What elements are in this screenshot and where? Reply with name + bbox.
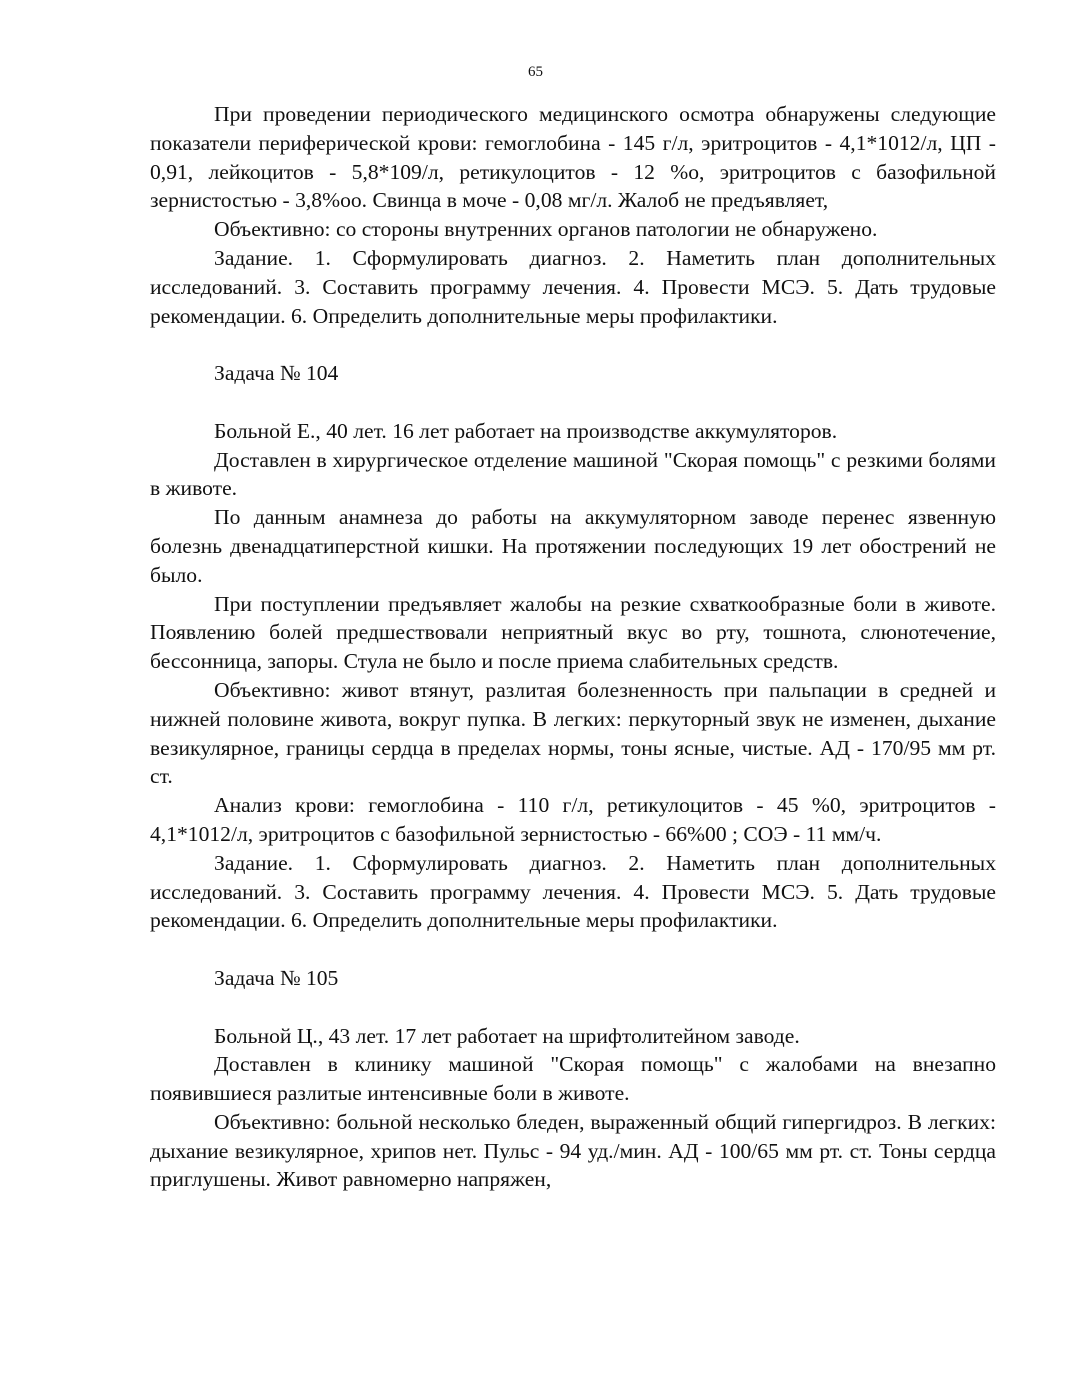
task-104-complaints: При поступлении предъявляет жалобы на резкие схваткообразные боли в животе. Появлению болей предшествовали неприятный вкус во рту, тошнота, слюнотечение, бессонница, запоры. Стула не было и после приема слабительных средств. xyxy=(150,591,996,674)
spacer xyxy=(150,935,996,964)
spacer xyxy=(150,993,996,1022)
task-104-patient: Больной Е., 40 лет. 16 лет работает на производстве аккумуляторов. xyxy=(214,418,838,443)
task-105-admission: Доставлен в клинику машиной "Скорая помощь" с жалобами на внезапно появившиеся разлитые интенсивные боли в животе. xyxy=(150,1052,996,1106)
task-104-admission: Доставлен в хирургическое отделение машиной "Скорая помощь" с резкими болями в животе. xyxy=(150,447,996,501)
spacer xyxy=(150,330,996,359)
task-104-blood-test: Анализ крови: гемоглобина - 110 г/л, ретикулоцитов - 45 %0, эритроцитов - 4,1*1012/л, эритроцитов с базофильной зернистостью - 66%00 ; СОЭ - 11 мм/ч. xyxy=(150,793,996,846)
task-105-objective: Объективно: больной несколько бледен, выраженный общий гипергидроз. В легких: дыхание везикулярное, хрипов нет. Пульс - 94 уд./мин. АД - 100/65 мм рт. ст. Тоны сердца приглушены. Живот равномерно напряжен, xyxy=(150,1109,996,1192)
task-105-patient: Больной Ц., 43 лет. 17 лет работает на шрифтолитейном заводе. xyxy=(214,1023,800,1048)
page-number: 65 xyxy=(528,64,543,80)
task-105-title: Задача № 105 xyxy=(214,965,339,990)
task-104-assignment: Задание. 1. Сформулировать диагноз. 2. Наметить план дополнительных исследований. 3. Составить программу лечения. 4. Провести МСЭ. 5. Дать трудовые рекомендации. 6. Определить дополнительные меры профилактики. xyxy=(150,850,996,933)
paragraph-assignment: Задание. 1. Сформулировать диагноз. 2. Наметить план дополнительных исследований. 3. Составить программу лечения. 4. Провести МСЭ. 5. Дать трудовые рекомендации. 6. Определить дополнительные меры профилактики. xyxy=(150,245,996,328)
spacer xyxy=(150,388,996,417)
task-104-title: Задача № 104 xyxy=(214,361,339,386)
task-104-objective: Объективно: живот втянут, разлитая болезненность при пальпации в средней и нижней половине живота, вокруг пупка. В легких: перкуторный звук не изменен, дыхание везикулярное, границы сердца в пределах нормы, тоны ясные, чистые. АД - 170/95 мм рт. ст. xyxy=(150,677,996,789)
paragraph-objective: Объективно: со стороны внутренних органов патологии не обнаружено. xyxy=(214,217,878,242)
task-104-anamnesis: По данным анамнеза до работы на аккумуляторном заводе перенес язвенную болезнь двенадцатиперстной кишки. На протяжении последующих 19 лет обострений не было. xyxy=(150,505,996,587)
document-body xyxy=(150,100,996,1194)
paragraph-blood-indicators: При проведении периодического медицинского осмотра обнаружены следующие показатели периферической крови: гемоглобина - 145 г/л, эритроцитов - 4,1*1012/л, ЦП - 0,91, лейкоцитов - 5,8*109/л, ретикулоцитов - 12 %о, эритроцитов с базофильной зернистостью - 3,8%оо. Свинца в моче - 0,08 мг/л. Жалоб не предъявляет, xyxy=(150,102,996,213)
